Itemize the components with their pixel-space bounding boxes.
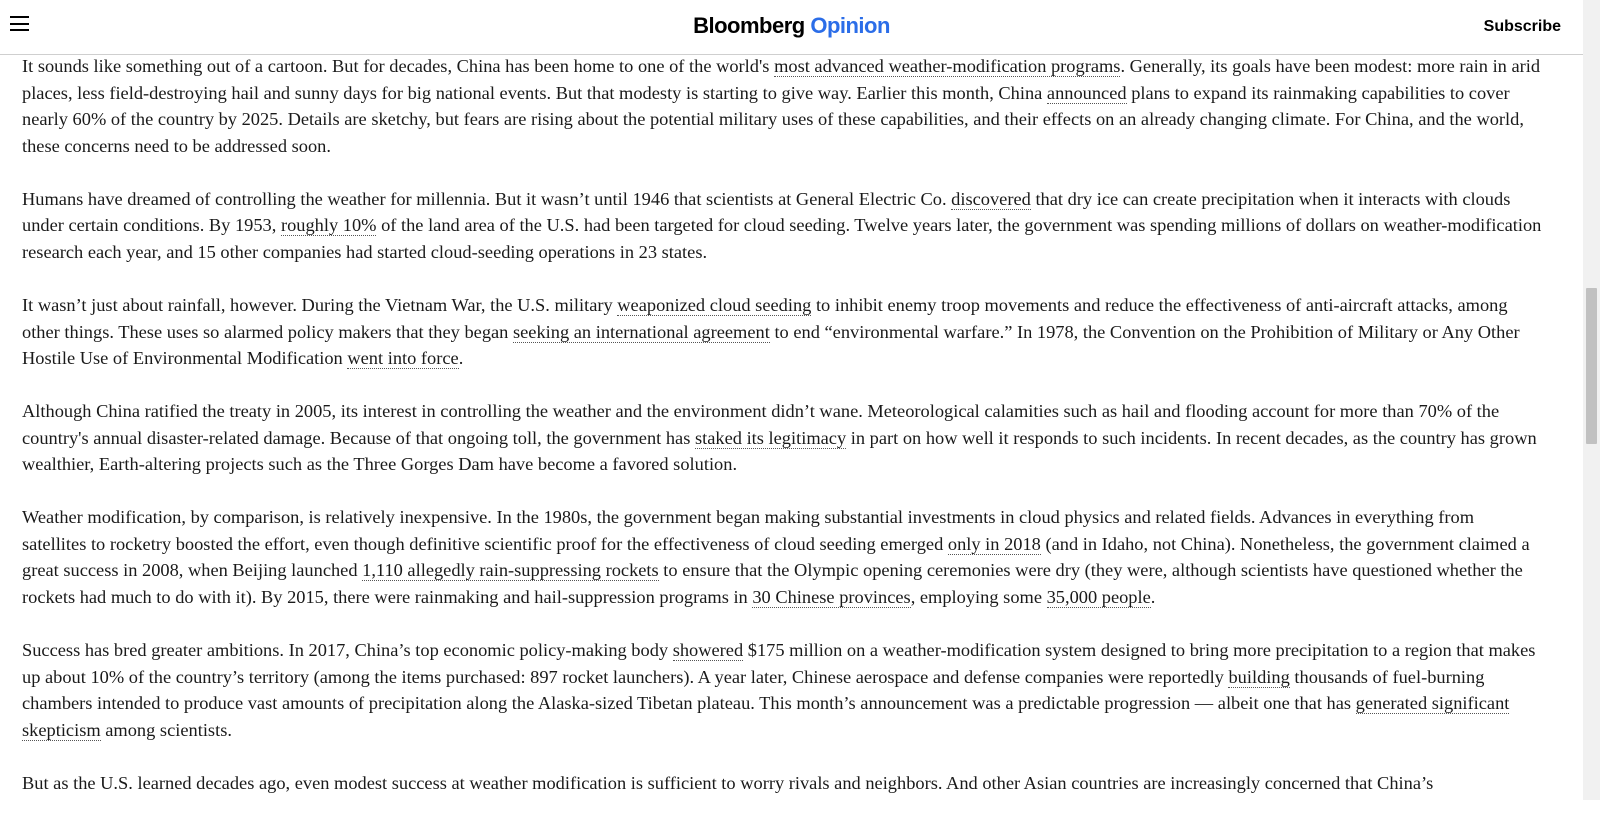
brand-bloomberg: Bloomberg <box>693 13 805 38</box>
link-discovered[interactable]: discovered <box>951 188 1031 209</box>
scrollbar-thumb[interactable] <box>1586 288 1597 444</box>
article-body <box>22 53 1542 823</box>
top-header <box>0 0 1583 55</box>
paragraph-5 <box>22 504 1542 610</box>
text: of the land area of the U.S. had been targeted for cloud seeding. Twelve years later, the government was spending millions of dollars on weather-modification research each year, and 15 other companies had started cloud-seeding operations in 23 states. <box>22 215 1542 262</box>
link-international-agreement[interactable]: seeking an international agreement <box>512 321 770 342</box>
text: that dry ice can create precipitation when it interacts with clouds under certain conditions. By 1953, <box>22 188 1511 236</box>
link-35000-people[interactable]: 35,000 people <box>1046 587 1151 608</box>
paragraph-2 <box>22 186 1542 266</box>
text: to ensure that the Olympic opening ceremonies were dry (they were, although scientists have questioned whether the rockets had much to do with it). By 2015, there were rainmaking and hail-suppression programs in <box>22 560 1523 608</box>
link-generated-significant-skepticism[interactable]: generated significant skepticism <box>22 693 1510 740</box>
text: Although China ratified the treaty in 2005, its interest in controlling the weather and the environment didn’t wane. Meteorological calamities such as hail and flooding account for more than 70% of the country's annual disaster-related damage. Because of that ongoing toll, the government has <box>22 401 1500 448</box>
paragraph-3 <box>22 292 1542 372</box>
link-staked-its-legitimacy[interactable]: staked its legitimacy <box>694 427 847 448</box>
link-weaponized-cloud-seeding[interactable]: weaponized cloud seeding <box>617 294 812 315</box>
brand-logo[interactable] <box>0 12 1583 40</box>
text: plans to expand its rainmaking capabilities to cover nearly 60% of the country by 2025. Details are sketchy, but fears are rising about the potential military uses of these capabilities, and their effects on an already changing climate. For China, and the world, these concerns need to be addressed soon. <box>22 82 1524 156</box>
paragraph-1 <box>22 53 1542 159</box>
paragraph-7 <box>22 770 1542 797</box>
text: . <box>458 348 464 369</box>
link-announced[interactable]: announced <box>1046 82 1127 103</box>
text: Weather modification, by comparison, is relatively inexpensive. In the 1980s, the government began making substantial investments in cloud physics and related fields. Advances in everything from satellites to rocketry boosted the effort, even though definitive scientific proof for the effectiveness of cloud seeding emerged <box>22 507 1475 554</box>
link-went-into-force[interactable]: went into force <box>347 348 459 369</box>
text: $175 million on a weather-modification system designed to bring more precipitation to a region that makes up about 10% of the country’s territory (among the items purchased: 897 rocket launchers). A year later, Chinese aerospace and defense companies were reportedly <box>22 640 1536 687</box>
link-rain-suppressing-rockets[interactable]: 1,110 allegedly rain-suppressing rockets <box>362 560 659 581</box>
text: , employing some <box>910 587 1047 608</box>
link-30-chinese-provinces[interactable]: 30 Chinese provinces <box>752 587 911 608</box>
subscribe-button[interactable]: Subscribe <box>1483 18 1561 35</box>
text: . <box>1150 587 1156 608</box>
paragraph-6 <box>22 637 1542 743</box>
brand-opinion: Opinion <box>810 13 890 38</box>
link-only-in-2018[interactable]: only in 2018 <box>947 533 1041 554</box>
text: Humans have dreamed of controlling the weather for millennia. But it wasn’t until 1946 that scientists at General Electric Co. <box>22 188 952 209</box>
link-weather-modification-programs[interactable]: most advanced weather-modification programs <box>774 56 1121 76</box>
text: It sounds like something out of a cartoon. But for decades, China has been home to one of the world's <box>22 56 775 76</box>
paragraph-4 <box>22 398 1542 478</box>
link-roughly-10-percent[interactable]: roughly 10% <box>280 215 377 236</box>
text: It wasn’t just about rainfall, however. During the Vietnam War, the U.S. military <box>22 294 618 315</box>
text: (and in Idaho, not China). Nonetheless, the government claimed a great success in 2008, when Beijing launched <box>22 533 1530 581</box>
text: thousands of fuel-burning chambers intended to produce vast amounts of precipitation along the Alaska-sized Tibetan plateau. This month’s announcement was a predictable progression — albeit one that has <box>22 666 1485 714</box>
link-building[interactable]: building <box>1228 666 1290 687</box>
text: Success has bred greater ambitions. In 2017, China’s top economic policy-making body <box>22 640 673 661</box>
text: . Generally, its goals have been modest: more rain in arid places, less field-destroying hail and sunny days for big national events. But that modesty is starting to give way. Earlier this month, China <box>22 56 1541 103</box>
text: to inhibit enemy troop movements and reduce the effectiveness of anti-aircraft attacks, among other things. These uses so alarmed policy makers that they began <box>22 294 1508 342</box>
link-showered[interactable]: showered <box>672 640 744 661</box>
text: to end “environmental warfare.” In 1978, the Convention on the Prohibition of Military or Any Other Hostile Use of Environmental Modification <box>22 321 1520 369</box>
text: in part on how well it responds to such incidents. In recent decades, as the country has grown wealthier, Earth-altering projects such as the Three Gorges Dam have become a favored solution. <box>22 427 1537 475</box>
text: But as the U.S. learned decades ago, even modest success at weather modification is sufficient to worry rivals and neighbors. And other Asian countries are increasingly concerned that China’s <box>22 772 1434 793</box>
text: among scientists. <box>100 719 232 740</box>
vertical-scrollbar[interactable] <box>1583 0 1600 800</box>
